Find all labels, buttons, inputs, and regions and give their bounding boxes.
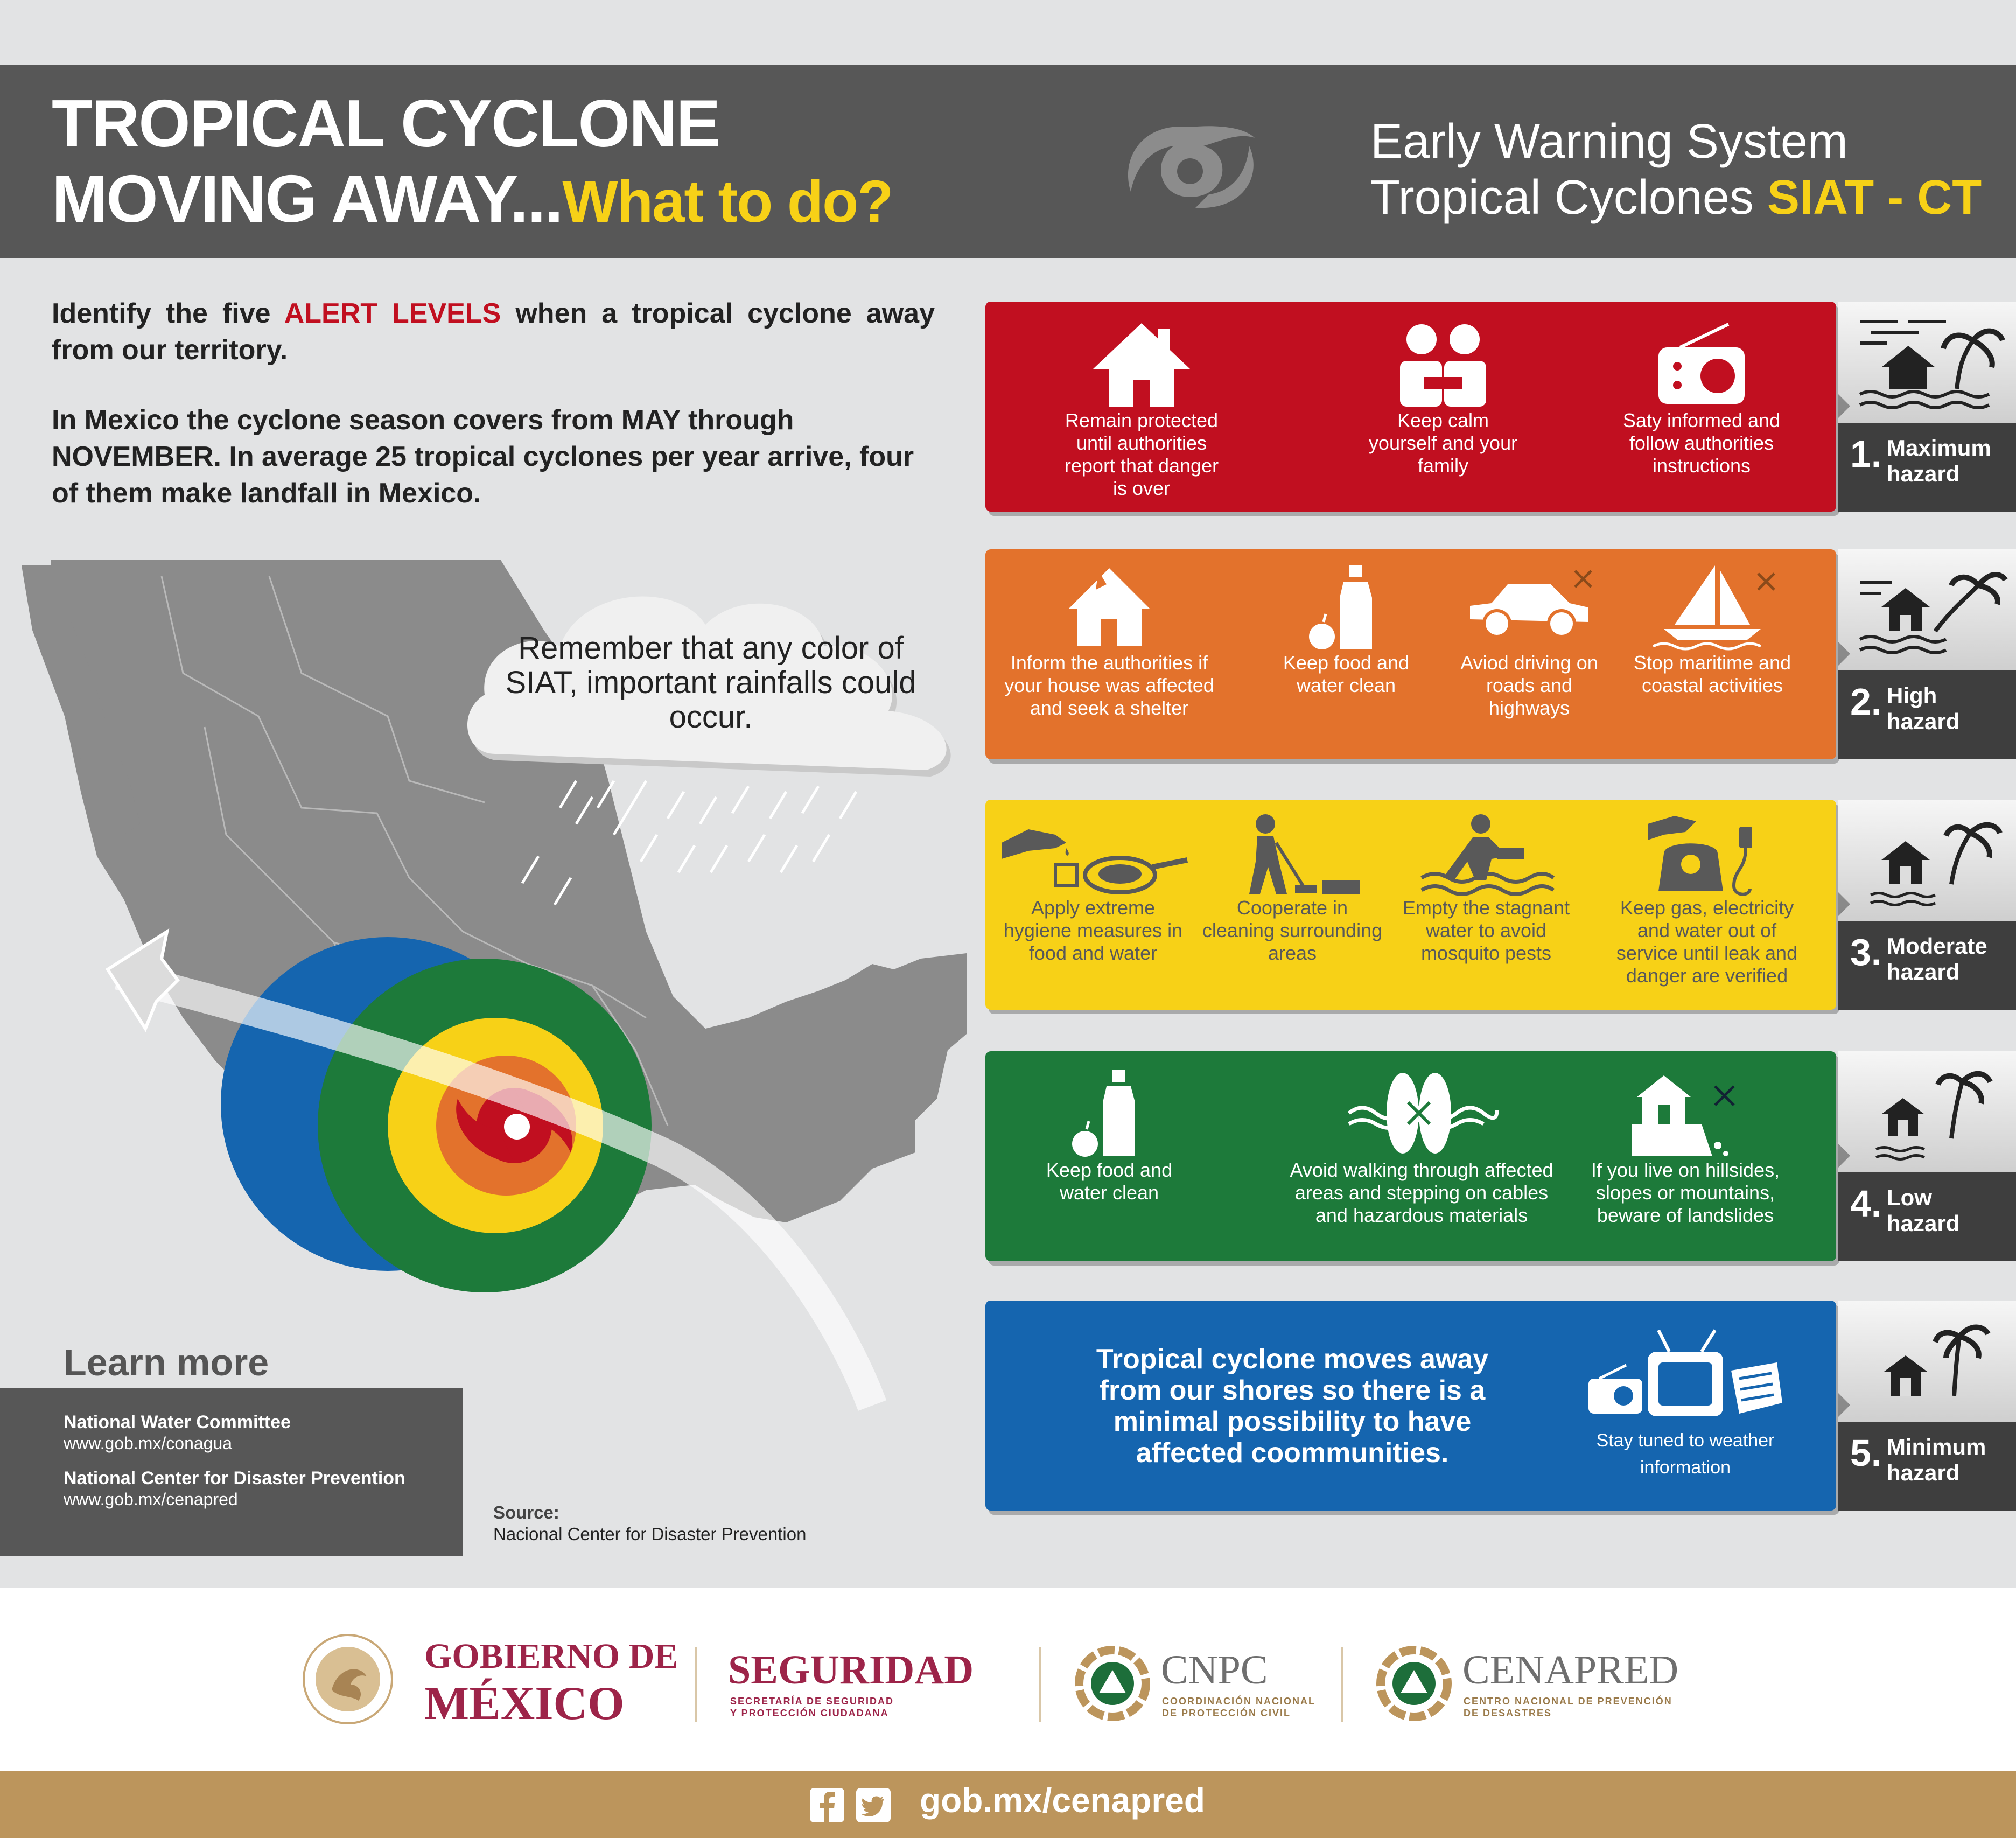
action-avoid-walking	[1276, 1065, 1567, 1227]
level-5-message: Tropical cyclone moves away from our shores so there is a minimal possibility to have affected coommunities.	[1096, 1344, 1489, 1469]
hazard-label-line-2: hazard	[1887, 709, 1960, 734]
radio-icon	[1648, 318, 1755, 409]
cnpc-sub-2: DE PROTECCIÓN CIVIL	[1162, 1708, 1291, 1718]
link-url-conagua[interactable]: www.gob.mx/conagua	[64, 1434, 233, 1453]
alert-levels-highlight: ALERT LEVELS	[284, 298, 501, 329]
cnpc-subtitle	[1162, 1695, 1315, 1719]
hazard-label-line-2: hazard	[1887, 959, 1960, 984]
action-stay-tuned	[1572, 1319, 1798, 1481]
hazard-label-line-1: Maximum	[1887, 435, 1991, 460]
twitter-icon[interactable]	[856, 1788, 891, 1822]
cenapred-subtitle	[1464, 1695, 1672, 1719]
cenapred-sub-1: CENTRO NACIONAL DE PREVENCIÓN	[1464, 1696, 1672, 1707]
feet-water-icon	[1343, 1065, 1500, 1159]
media-icon	[1583, 1319, 1788, 1427]
action-label: Empty the stagnant water to avoid mosquito pests	[1402, 897, 1570, 964]
level-number: 5.	[1850, 1432, 1882, 1474]
level-2-hazard-tab	[1838, 549, 2016, 759]
footer-url[interactable]: gob.mx/cenapred	[920, 1781, 1205, 1820]
footer-bar	[0, 1771, 2016, 1838]
family-icon	[1389, 318, 1497, 409]
cnpc-logo-icon	[1075, 1646, 1150, 1721]
action-apply-hygiene	[996, 810, 1190, 965]
level-number: 4.	[1850, 1183, 1882, 1225]
damaged-house-icon	[1055, 560, 1163, 652]
level-3-panel	[985, 800, 1836, 1010]
level-4-hazard-tab	[1838, 1051, 2016, 1261]
hazard-label-line-1: Moderate	[1887, 933, 1987, 959]
action-label: Avoid walking through affected areas and stepping on cables and hazardous materials	[1290, 1159, 1553, 1226]
flooded-house-palm-icon	[1849, 308, 2011, 416]
hazard-label-line-1: Minimum	[1887, 1434, 1986, 1459]
action-empty-stagnant-water	[1400, 810, 1572, 965]
hazard-label	[1887, 1434, 1986, 1486]
level-1-hazard-tab	[1838, 302, 2016, 512]
action-label: Keep food and water clean	[1046, 1159, 1173, 1204]
level-2-panel	[985, 549, 1836, 759]
action-label: Inform the authorities if your house was affected and seek a shelter	[1004, 652, 1214, 719]
seguridad-title: SEGURIDAD	[728, 1647, 974, 1693]
action-keep-food-clean	[1034, 1065, 1185, 1204]
intro-p1-start: Identify the five	[52, 298, 271, 329]
title-line-2	[52, 162, 893, 240]
cnpc-title: CNPC	[1161, 1647, 1268, 1693]
action-cooperate-cleaning	[1201, 810, 1384, 965]
landslide-icon	[1621, 1065, 1750, 1159]
house-palm-waves-icon	[1849, 806, 2011, 914]
hazard-label	[1887, 933, 1987, 985]
hygiene-icon	[996, 810, 1190, 897]
cenapred-sub-2: DE DESASTRES	[1464, 1708, 1552, 1718]
system-name: Early Warning System	[1370, 115, 1848, 169]
action-stay-informed	[1610, 318, 1793, 477]
mexico-seal-icon	[299, 1631, 396, 1728]
action-label: Aviod driving on roads and highways	[1460, 652, 1598, 719]
food-water-icon	[1055, 1065, 1163, 1159]
hazard-label	[1887, 683, 1959, 735]
action-stop-maritime	[1621, 560, 1804, 697]
calm-house-palm-icon	[1849, 1307, 2011, 1415]
action-label: Keep calm yourself and your family	[1368, 409, 1518, 477]
header-bar	[0, 65, 2016, 258]
title-line-2-text: MOVING AWAY...	[52, 162, 563, 236]
hazard-label	[1887, 435, 1991, 487]
action-remain-protected	[1055, 318, 1228, 500]
system-code: SIAT - CT	[1767, 171, 1982, 225]
seguridad-sub-2: Y PROTECCIÓN CIUDADANA	[730, 1708, 889, 1718]
action-label: Keep gas, electricity and water out of service until leak and danger are verified	[1616, 897, 1798, 987]
action-keep-food-clean	[1265, 560, 1427, 697]
title-highlight: What to do?	[562, 169, 893, 235]
action-label: Apply extreme hygiene measures in food and water	[1003, 897, 1183, 964]
seguridad-sub-1: SECRETARÍA DE SEGURIDAD	[730, 1696, 894, 1707]
source-label: Source:	[493, 1502, 559, 1522]
level-number: 2.	[1850, 681, 1882, 723]
level-4-panel	[985, 1051, 1836, 1261]
gobierno-line-1: GOBIERNO DE	[424, 1637, 678, 1676]
divider	[1039, 1647, 1041, 1722]
hazard-label-line-1: Low	[1887, 1185, 1932, 1210]
divider	[695, 1647, 697, 1722]
hazard-label-line-1: High	[1887, 683, 1937, 708]
divider	[1341, 1647, 1343, 1722]
intro-paragraph-2: In Mexico the cyclone season covers from MAY through NOVEMBER. In average 25 tropical cyclones per year arrive, four of them make landfall in Mexico.	[52, 404, 914, 509]
house-palm-icon	[1849, 1058, 2011, 1165]
intro-p1-end: when a tropical cyclone away from our territory.	[52, 298, 935, 366]
cnpc-sub-1: COORDINACIÓN NACIONAL	[1162, 1696, 1315, 1707]
system-subname	[1370, 168, 1982, 227]
action-label: Stop maritime and coastal activities	[1633, 652, 1791, 696]
windy-house-palm-icon	[1849, 556, 2011, 663]
source-text: Nacional Center for Disaster Prevention	[493, 1524, 807, 1544]
action-label: Saty informed and follow authorities instructions	[1622, 409, 1781, 477]
action-keep-services-off	[1610, 810, 1804, 987]
seguridad-subtitle	[730, 1695, 894, 1719]
house-icon	[1088, 318, 1195, 409]
level-5-panel	[985, 1301, 1836, 1511]
action-inform-authorities	[996, 560, 1222, 719]
cenapred-logo-icon	[1376, 1646, 1452, 1721]
level-number: 3.	[1850, 931, 1882, 973]
link-url-cenapred[interactable]: www.gob.mx/cenapred	[64, 1490, 238, 1509]
link-name-cenapred: National Center for Disaster Prevention	[64, 1468, 405, 1488]
level-3-hazard-tab	[1838, 800, 2016, 1010]
action-label: Cooperate in cleaning surrounding areas	[1202, 897, 1383, 964]
system-subname-text: Tropical Cyclones	[1370, 171, 1754, 225]
learn-more-box	[0, 1388, 463, 1556]
action-label: Keep food and water clean	[1283, 652, 1410, 696]
action-label: If you live on hillsides, slopes or mountains, beware of landslides	[1591, 1159, 1780, 1226]
gobierno-line-2: MÉXICO	[424, 1678, 625, 1730]
food-water-icon	[1292, 560, 1400, 652]
action-keep-calm	[1362, 318, 1524, 477]
facebook-icon[interactable]	[810, 1788, 844, 1822]
hurricane-icon	[1109, 116, 1271, 224]
hazard-label-line-2: hazard	[1887, 1460, 1960, 1485]
gas-electricity-icon	[1637, 810, 1777, 897]
cleaning-icon	[1222, 810, 1362, 897]
action-label: Remain protected until authorities report that danger is over	[1064, 409, 1219, 499]
logos-strip	[0, 1588, 2016, 1771]
sailboat-icon	[1642, 560, 1782, 652]
level-5-hazard-tab	[1838, 1301, 2016, 1511]
action-label: Stay tuned to weather information	[1596, 1430, 1775, 1478]
cloud-message: Remember that any color of SIAT, important rainfalls could occur.	[505, 631, 916, 735]
action-beware-landslides	[1578, 1065, 1793, 1227]
stagnant-water-icon	[1416, 810, 1556, 897]
action-avoid-driving	[1448, 560, 1610, 719]
link-name-conagua: National Water Committee	[64, 1412, 291, 1432]
title-line-1: TROPICAL CYCLONE	[52, 87, 720, 161]
car-icon	[1459, 560, 1599, 652]
level-1-panel	[985, 302, 1836, 512]
level-number: 1.	[1850, 433, 1882, 475]
hazard-label	[1887, 1185, 1959, 1236]
hazard-label-line-2: hazard	[1887, 461, 1960, 486]
intro-paragraph-1	[52, 295, 935, 368]
hazard-label-line-2: hazard	[1887, 1211, 1960, 1236]
learn-more-title: Learn more	[64, 1341, 269, 1383]
cenapred-title: CENAPRED	[1462, 1647, 1679, 1693]
